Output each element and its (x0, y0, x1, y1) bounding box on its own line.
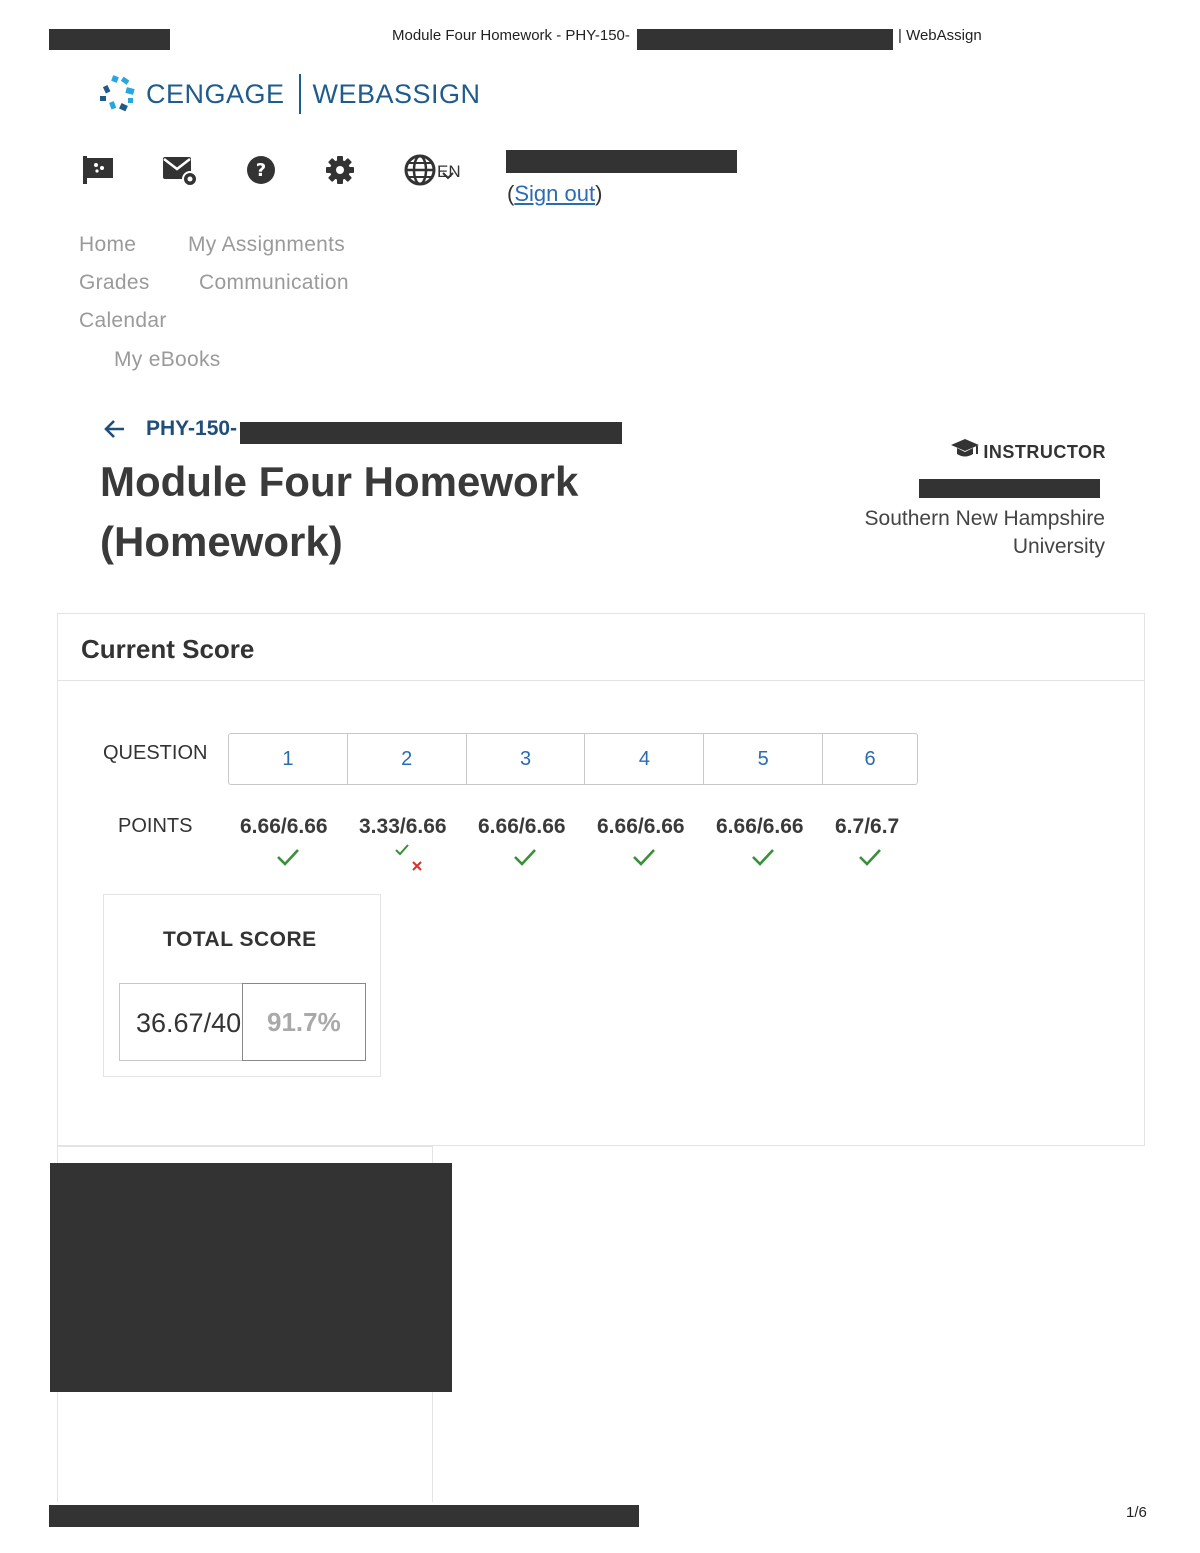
correct-check-icon (751, 847, 775, 867)
graduation-cap-icon (950, 438, 980, 460)
redacted-block (637, 29, 893, 50)
current-score-heading: Current Score (58, 614, 1144, 681)
school-name: Southern New Hampshire University (864, 507, 1105, 558)
signout-open-paren: ( (507, 181, 515, 206)
cengage-webassign-logo[interactable] (98, 74, 481, 114)
nav-my-ebooks[interactable]: My eBooks (114, 348, 221, 371)
nav-calendar[interactable]: Calendar (79, 309, 167, 332)
page-number: 1/6 (1126, 1504, 1147, 1521)
language-button[interactable] (398, 150, 442, 190)
print-title: Module Four Homework - PHY-150- (392, 27, 630, 44)
redacted-block (50, 1163, 452, 1392)
help-icon (246, 155, 276, 185)
logo-divider (299, 74, 301, 114)
redacted-block (49, 1505, 639, 1527)
total-score-percent: 91.7% (242, 983, 366, 1061)
partial-credit-icon (394, 843, 426, 873)
language-code[interactable]: EN (437, 162, 461, 181)
correct-check-icon (632, 847, 656, 867)
correct-check-icon (858, 847, 882, 867)
signout (507, 181, 602, 207)
question-label: QUESTION (103, 742, 208, 764)
total-score-points: 36.67/40 (119, 983, 243, 1061)
redacted-block (919, 479, 1100, 498)
course-link[interactable]: PHY-150- (146, 417, 238, 440)
print-header (0, 27, 1200, 49)
question-button-2[interactable]: 2 (348, 734, 467, 784)
question-points: 6.66/6.66 (716, 815, 804, 838)
flag-icon (81, 154, 115, 186)
help-button[interactable] (241, 150, 281, 190)
instructor-label: INSTRUCTOR (983, 442, 1106, 462)
nav-grades[interactable]: Grades (79, 271, 150, 294)
messages-button[interactable] (160, 150, 200, 190)
question-points: 6.66/6.66 (597, 815, 685, 838)
signout-close-paren: ) (595, 181, 603, 206)
brand-name-cengage: CENGAGE (146, 78, 285, 109)
back-arrow-icon[interactable] (104, 418, 126, 440)
correct-check-icon (513, 847, 537, 867)
question-button-1[interactable]: 1 (229, 734, 348, 784)
instructor-header (950, 438, 1106, 464)
print-title-suffix: | WebAssign (898, 27, 982, 44)
question-points: 6.7/6.7 (835, 815, 900, 838)
redacted-block (506, 150, 737, 173)
svg-text:?: ? (255, 160, 267, 181)
question-points: 6.66/6.66 (478, 815, 566, 838)
globe-icon (404, 154, 436, 186)
redacted-block (240, 422, 622, 444)
page-title: Module Four Homework (Homework) (100, 458, 579, 565)
mail-settings-icon (161, 153, 199, 187)
question-navigator (228, 733, 918, 785)
chevron-down-icon[interactable] (442, 172, 454, 180)
question-button-3[interactable]: 3 (467, 734, 586, 784)
question-points: 3.33/6.66 (359, 815, 447, 838)
nav-home[interactable]: Home (79, 233, 137, 256)
question-button-6[interactable]: 6 (864, 747, 876, 770)
question-button-4[interactable]: 4 (585, 734, 704, 784)
settings-button[interactable] (320, 150, 360, 190)
cengage-logo-icon (98, 74, 140, 114)
signout-link[interactable]: Sign out (514, 181, 596, 206)
nav-my-assignments[interactable]: My Assignments (188, 233, 346, 256)
points-label: POINTS (118, 815, 193, 837)
nav-communication[interactable]: Communication (199, 271, 349, 294)
flag-button[interactable] (78, 150, 118, 190)
gear-icon (325, 155, 355, 185)
total-score-label: TOTAL SCORE (163, 928, 317, 951)
question-button-5[interactable]: 5 (704, 734, 823, 784)
question-points: 6.66/6.66 (240, 815, 328, 838)
correct-check-icon (276, 847, 300, 867)
brand-name-webassign: WEBASSIGN (312, 78, 481, 109)
